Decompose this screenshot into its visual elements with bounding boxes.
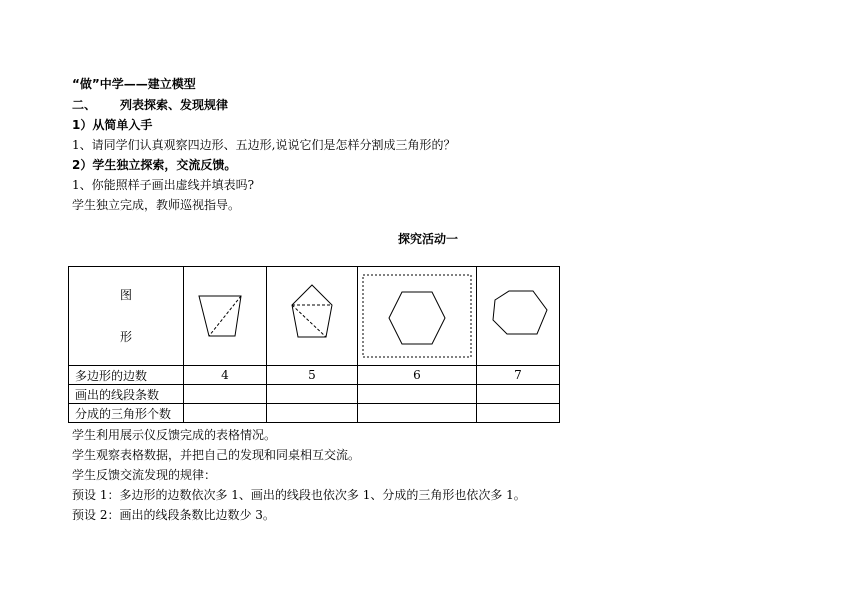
cell-sides-4: 4 (184, 366, 267, 385)
cell-triangles-4[interactable] (477, 404, 560, 423)
cell-sides-7: 7 (477, 366, 560, 385)
step-heading-2: 2）学生独立探索，交流反馈。 (72, 158, 237, 172)
section-heading: “做”中学——建立模型 (72, 77, 196, 91)
subsection-title: 列表探索、发现规律 (120, 98, 229, 112)
row-label-segments: 画出的线段条数 (69, 385, 184, 404)
cell-segments-1[interactable] (184, 385, 267, 404)
hexagon-figure (361, 272, 473, 360)
subsection-heading (72, 97, 228, 113)
figure-label-cell (69, 267, 184, 366)
cell-triangles-2[interactable] (267, 404, 358, 423)
quadrilateral-figure (195, 286, 255, 346)
cell-sides-5: 5 (267, 366, 358, 385)
paragraph-after-3: 学生反馈交流发现的规律： (72, 468, 217, 482)
cell-sides-6: 6 (358, 366, 477, 385)
activity-title: 探究活动一 (398, 232, 459, 246)
paragraph-1: 1、请同学们认真观察四边形、五边形,说说它们是怎样分割成三角形的？ (72, 138, 456, 152)
step-heading-1: 1）从简单入手 (72, 118, 153, 132)
hypothesis-2: 预设 2：画出的线段条数比边数少 3。 (72, 508, 275, 522)
table-row (69, 385, 560, 404)
pentagon-cell (267, 267, 358, 366)
table-row (69, 366, 560, 385)
paragraph-after-1: 学生利用展示仪反馈完成的表格情况。 (72, 428, 277, 442)
cell-segments-3[interactable] (358, 385, 477, 404)
row-label-sides: 多边形的边数 (69, 366, 184, 385)
hexagon-cell (358, 267, 477, 366)
pentagon-figure (282, 281, 342, 351)
exploration-table (68, 266, 560, 423)
cell-segments-4[interactable] (477, 385, 560, 404)
table-row (69, 404, 560, 423)
cell-triangles-1[interactable] (184, 404, 267, 423)
figure-row (69, 267, 560, 366)
cell-triangles-3[interactable] (358, 404, 477, 423)
hypothesis-1: 预设 1：多边形的边数依次多 1、画出的线段也依次多 1、分成的三角形也依次多 1。 (72, 488, 526, 502)
figure-label-top: 图 (119, 288, 132, 302)
paragraph-2: 1、你能照样子画出虚线并填表吗? (72, 178, 255, 192)
paragraph-after-2: 学生观察表格数据，并把自己的发现和同桌相互交流。 (72, 448, 361, 462)
row-label-triangles: 分成的三角形个数 (69, 404, 184, 423)
quadrilateral-cell (184, 267, 267, 366)
subsection-number: 二、 (72, 98, 97, 112)
heptagon-cell (477, 267, 560, 366)
paragraph-3: 学生独立完成，教师巡视指导。 (72, 198, 241, 212)
figure-label-bottom: 形 (119, 330, 132, 344)
cell-segments-2[interactable] (267, 385, 358, 404)
heptagon-figure (485, 286, 551, 346)
